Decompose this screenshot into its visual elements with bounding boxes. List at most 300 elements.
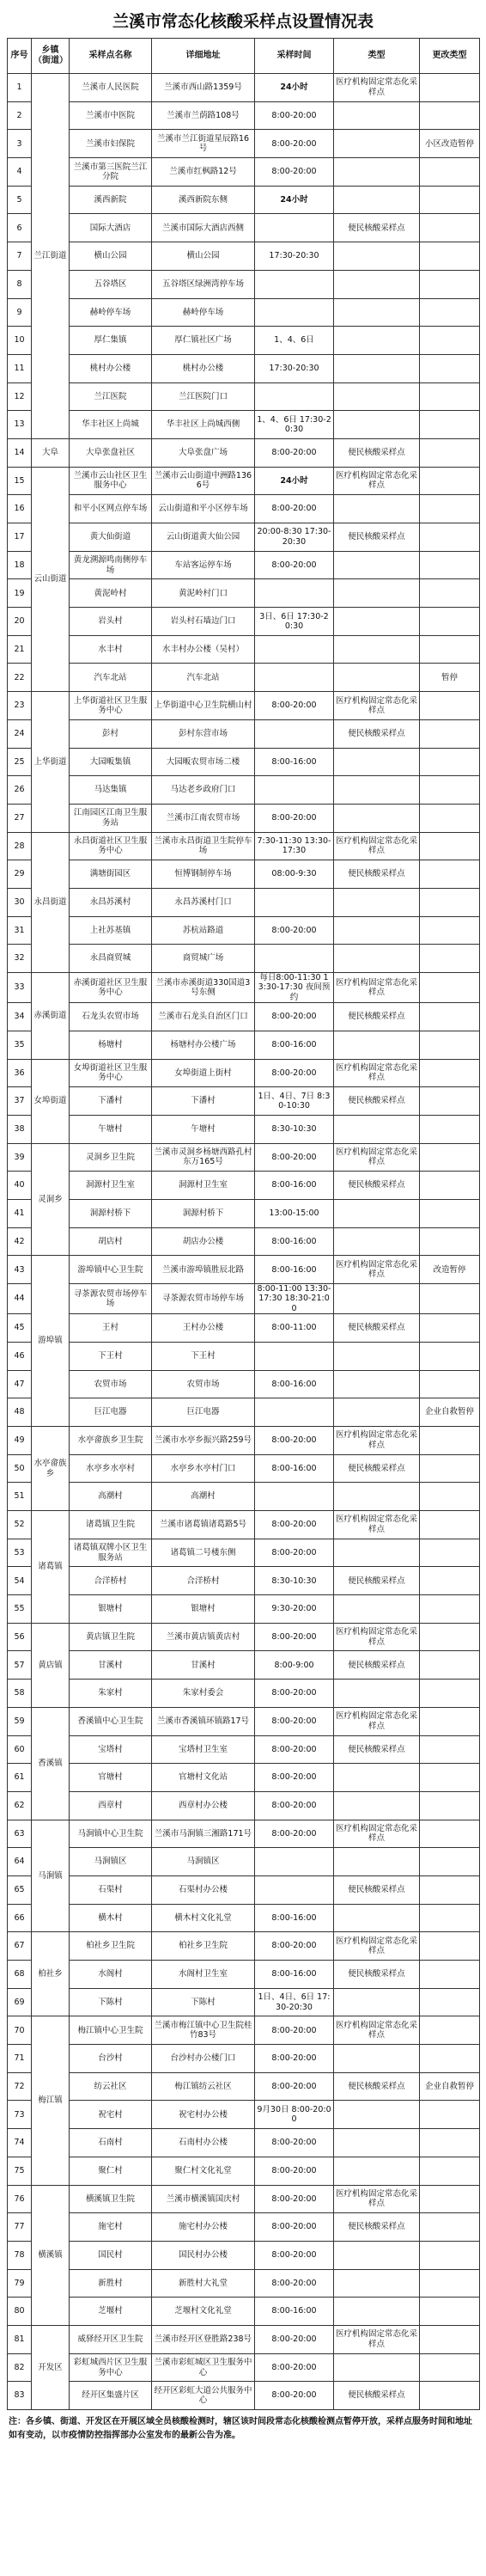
site-address: 芝堰村文化礼堂 <box>152 2298 255 2326</box>
row-number: 31 <box>8 916 32 945</box>
row-number: 75 <box>8 2157 32 2185</box>
change-type <box>420 438 480 467</box>
change-type <box>420 692 480 720</box>
site-name: 洞源村桥下 <box>70 1199 152 1227</box>
row-number: 9 <box>8 298 32 327</box>
change-type <box>420 916 480 945</box>
sampling-time: 8:00-16:00 <box>255 2298 334 2326</box>
site-address: 梅江镇纺云社区 <box>152 2072 255 2101</box>
township-cell: 香溪镇 <box>32 1707 70 1820</box>
change-type <box>420 327 480 355</box>
change-type <box>420 1875 480 1904</box>
township-cell: 开发区 <box>32 2325 70 2409</box>
row-number: 63 <box>8 1820 32 1848</box>
site-address: 洞源村桥下 <box>152 1199 255 1227</box>
sampling-time: 8:00-20:00 <box>255 1680 334 1708</box>
row-number: 47 <box>8 1370 32 1398</box>
table-row <box>8 1988 480 2016</box>
row-number: 52 <box>8 1511 32 1539</box>
table-row <box>8 158 480 187</box>
sampling-time: 8:00-16:00 <box>255 1904 334 1932</box>
site-address: 农贸市场 <box>152 1370 255 1398</box>
sampling-time: 8:00-20:00 <box>255 2129 334 2157</box>
sampling-time: 8:00-16:00 <box>255 1961 334 1989</box>
sampling-time: 17:30-20:30 <box>255 242 334 271</box>
change-type <box>420 1932 480 1961</box>
table-row <box>8 1539 480 1567</box>
site-type <box>334 1791 420 1820</box>
site-type: 便民核酸采样点 <box>334 1454 420 1483</box>
site-address: 马涧镇区 <box>152 1848 255 1876</box>
site-address: 台沙村办公楼门口 <box>152 2045 255 2073</box>
site-address: 马达老乡政府门口 <box>152 776 255 805</box>
site-address: 兰溪市彩虹城区卫生服务中心 <box>152 2353 255 2382</box>
site-type <box>334 1115 420 1143</box>
site-type <box>334 2353 420 2382</box>
site-type <box>334 1227 420 1256</box>
site-address: 女埠街道上街村 <box>152 1059 255 1087</box>
change-type <box>420 1651 480 1680</box>
change-type <box>420 1707 480 1735</box>
site-address: 兰溪市黄店镇黄店村 <box>152 1623 255 1651</box>
sampling-time: 3日、6日 17:30-20:30 <box>255 608 334 636</box>
row-number: 6 <box>8 214 32 242</box>
site-type: 医疗机构固定常态化采样点 <box>334 74 420 102</box>
site-name: 黄龙溯源鸣南侧停车场 <box>70 551 152 579</box>
table-row <box>8 298 480 327</box>
site-address: 石南村办公楼 <box>152 2129 255 2157</box>
site-type <box>334 1199 420 1227</box>
change-type: 改造暂停 <box>420 1256 480 1284</box>
change-type <box>420 973 480 1003</box>
sampling-time: 8:00-20:00 <box>255 2353 334 2382</box>
table-row <box>8 1227 480 1256</box>
site-address: 柏社乡卫生院 <box>152 1932 255 1961</box>
row-number: 21 <box>8 635 32 664</box>
table-row <box>8 1115 480 1143</box>
sampling-time: 8:00-9:00 <box>255 1651 334 1680</box>
table-row <box>8 888 480 916</box>
site-type: 医疗机构固定常态化采样点 <box>334 2185 420 2213</box>
site-address: 兰溪市兰荫路108号 <box>152 101 255 130</box>
row-number: 2 <box>8 101 32 130</box>
table-row <box>8 1961 480 1989</box>
change-type <box>420 2101 480 2129</box>
site-name: 溪西新院 <box>70 186 152 214</box>
table-row <box>8 692 480 720</box>
table-row <box>8 1904 480 1932</box>
site-type: 医疗机构固定常态化采样点 <box>334 1059 420 1087</box>
site-type <box>334 1284 420 1314</box>
row-number: 68 <box>8 1961 32 1989</box>
site-address: 彭村东营市场 <box>152 719 255 748</box>
site-address: 官塘村文化站 <box>152 1764 255 1792</box>
table-row <box>8 1875 480 1904</box>
row-number: 18 <box>8 551 32 579</box>
sampling-time: 8:00-20:00 <box>255 1511 334 1539</box>
site-type: 便民核酸采样点 <box>334 1961 420 1989</box>
site-type: 医疗机构固定常态化采样点 <box>334 1143 420 1172</box>
site-name: 诸葛镇双牌小区卫生服务站 <box>70 1539 152 1567</box>
table-row <box>8 2213 480 2242</box>
sampling-time: 8:00-20:00 <box>255 2157 334 2185</box>
site-name: 新胜村 <box>70 2269 152 2298</box>
site-name: 胡店村 <box>70 1227 152 1256</box>
table-row <box>8 664 480 692</box>
header-cell: 乡镇（街道） <box>32 39 70 74</box>
row-number: 32 <box>8 945 32 973</box>
sampling-time <box>255 1342 334 1370</box>
site-type: 便民核酸采样点 <box>334 860 420 889</box>
row-number: 73 <box>8 2101 32 2129</box>
row-number: 64 <box>8 1848 32 1876</box>
row-number: 77 <box>8 2213 32 2242</box>
sampling-time: 8:00-16:00 <box>255 1454 334 1483</box>
sampling-time <box>255 888 334 916</box>
site-type <box>334 888 420 916</box>
site-name: 石渠村 <box>70 1875 152 1904</box>
site-address: 车站客运停车场 <box>152 551 255 579</box>
site-address: 兰溪市香溪镇环镇路17号 <box>152 1707 255 1735</box>
site-type <box>334 382 420 411</box>
site-address: 经开区彩虹大道公共服务中心 <box>152 2382 255 2410</box>
row-number: 69 <box>8 1988 32 2016</box>
site-name: 马达集镇 <box>70 776 152 805</box>
change-type <box>420 2298 480 2326</box>
site-name: 下陈村 <box>70 1988 152 2016</box>
sampling-time: 8:00-16:00 <box>255 1256 334 1284</box>
site-type: 医疗机构固定常态化采样点 <box>334 1426 420 1454</box>
sampling-time: 8:00-16:00 <box>255 748 334 776</box>
site-type: 医疗机构固定常态化采样点 <box>334 1256 420 1284</box>
table-body <box>8 74 480 2410</box>
table-row <box>8 579 480 608</box>
site-address: 苏杭站路道 <box>152 916 255 945</box>
sampling-time: 8:00-20:00 <box>255 1764 334 1792</box>
site-type <box>334 186 420 214</box>
sampling-time <box>255 1875 334 1904</box>
change-type <box>420 1454 480 1483</box>
site-address: 云山街道和平小区停车场 <box>152 495 255 523</box>
table-row <box>8 270 480 298</box>
row-number: 14 <box>8 438 32 467</box>
site-type <box>334 2269 420 2298</box>
row-number: 29 <box>8 860 32 889</box>
table-row <box>8 1172 480 1200</box>
sampling-time <box>255 1483 334 1511</box>
table-row <box>8 1735 480 1764</box>
site-type <box>334 298 420 327</box>
site-type: 便民核酸采样点 <box>334 1087 420 1116</box>
site-type: 便民核酸采样点 <box>334 1003 420 1031</box>
sampling-time: 8:00-20:00 <box>255 1735 334 1764</box>
sampling-time: 13:00-15:00 <box>255 1199 334 1227</box>
site-type: 便民核酸采样点 <box>334 214 420 242</box>
sampling-time: 8:00-20:00 <box>255 692 334 720</box>
site-name: 水亭畲族乡卫生院 <box>70 1426 152 1454</box>
header-cell: 序号 <box>8 39 32 74</box>
site-name: 兰溪市云山社区卫生服务中心 <box>70 467 152 495</box>
site-name: 宝塔村 <box>70 1735 152 1764</box>
site-name: 午塘村 <box>70 1115 152 1143</box>
row-number: 57 <box>8 1651 32 1680</box>
table-row <box>8 1059 480 1087</box>
sampling-time: 8:00-20:00 <box>255 916 334 945</box>
change-type <box>420 1172 480 1200</box>
table-row <box>8 2325 480 2353</box>
page-title: 兰溪市常态化核酸采样点设置情况表 <box>112 12 374 31</box>
site-address: 下王村 <box>152 1342 255 1370</box>
table-row <box>8 1680 480 1708</box>
site-address: 兰溪市石龙头自治区门口 <box>152 1003 255 1031</box>
table-row <box>8 2157 480 2185</box>
site-name: 甘溪村 <box>70 1651 152 1680</box>
table-row <box>8 1256 480 1284</box>
site-type: 便民核酸采样点 <box>334 2213 420 2242</box>
change-type <box>420 1314 480 1343</box>
table-row <box>8 804 480 832</box>
site-address: 兰溪市灵洞乡杨塘西路孔村东万165号 <box>152 1143 255 1172</box>
change-type <box>420 354 480 382</box>
site-address: 大园畈农贸市场二楼 <box>152 748 255 776</box>
sampling-time: 8:00-20:00 <box>255 1820 334 1848</box>
change-type <box>420 495 480 523</box>
site-name: 国际大酒店 <box>70 214 152 242</box>
sampling-time <box>255 635 334 664</box>
row-number: 62 <box>8 1791 32 1820</box>
site-type: 医疗机构固定常态化采样点 <box>334 2325 420 2353</box>
table-row <box>8 2241 480 2269</box>
sampling-time <box>255 776 334 805</box>
site-type <box>334 1483 420 1511</box>
site-name: 赤溪街道社区卫生服务中心 <box>70 973 152 1003</box>
township-cell: 赤溪街道 <box>32 973 70 1060</box>
site-name: 祝宅村 <box>70 2101 152 2129</box>
table-row <box>8 635 480 664</box>
table-row <box>8 1087 480 1116</box>
change-type <box>420 1426 480 1454</box>
table-row <box>8 860 480 889</box>
change-type <box>420 186 480 214</box>
site-address: 银塘村 <box>152 1595 255 1624</box>
site-name: 纺云社区 <box>70 2072 152 2101</box>
township-cell: 永昌街道 <box>32 832 70 972</box>
site-address: 大阜张盘广场 <box>152 438 255 467</box>
site-type: 医疗机构固定常态化采样点 <box>334 2016 420 2045</box>
change-type <box>420 2382 480 2410</box>
table-row <box>8 551 480 579</box>
row-number: 4 <box>8 158 32 187</box>
change-type <box>420 2129 480 2157</box>
row-number: 42 <box>8 1227 32 1256</box>
site-name: 水丰村 <box>70 635 152 664</box>
site-address: 西章村办公楼 <box>152 1791 255 1820</box>
table-row <box>8 523 480 552</box>
site-name: 巨江电器 <box>70 1398 152 1427</box>
site-name: 石龙头农贸市场 <box>70 1003 152 1031</box>
site-address: 宝塔村卫生室 <box>152 1735 255 1764</box>
table-row <box>8 1595 480 1624</box>
table-row <box>8 1651 480 1680</box>
change-type <box>420 1567 480 1595</box>
row-number: 55 <box>8 1595 32 1624</box>
site-name: 下潘村 <box>70 1087 152 1116</box>
site-name: 桃村办公楼 <box>70 354 152 382</box>
site-type <box>334 2241 420 2269</box>
sampling-time: 17:30-20:30 <box>255 354 334 382</box>
sampling-time: 7:30-11:30 13:30-17:30 <box>255 832 334 860</box>
change-type <box>420 214 480 242</box>
site-name: 寻茶源农贸市场停车场 <box>70 1284 152 1314</box>
township-cell: 上华街道 <box>32 692 70 832</box>
sampling-time <box>255 945 334 973</box>
site-name: 朱家村 <box>70 1680 152 1708</box>
row-number: 71 <box>8 2045 32 2073</box>
site-type: 医疗机构固定常态化采样点 <box>334 1511 420 1539</box>
site-address: 商贸城广场 <box>152 945 255 973</box>
sampling-time: 8:00-20:00 <box>255 1143 334 1172</box>
site-address: 兰溪市红枫路12号 <box>152 158 255 187</box>
row-number: 38 <box>8 1115 32 1143</box>
site-type <box>334 1904 420 1932</box>
row-number: 49 <box>8 1426 32 1454</box>
row-number: 3 <box>8 130 32 158</box>
site-name: 横溪镇卫生院 <box>70 2185 152 2213</box>
township-cell: 横溪镇 <box>32 2185 70 2325</box>
sampling-time <box>255 579 334 608</box>
row-number: 12 <box>8 382 32 411</box>
site-type: 便民核酸采样点 <box>334 1875 420 1904</box>
table-row <box>8 2382 480 2410</box>
sampling-points-table <box>7 38 480 2410</box>
site-address: 兰溪市梅江镇中心卫生院桂竹83号 <box>152 2016 255 2045</box>
table-row <box>8 608 480 636</box>
row-number: 50 <box>8 1454 32 1483</box>
row-number: 22 <box>8 664 32 692</box>
sampling-time: 8:00-20:00 <box>255 2241 334 2269</box>
site-type <box>334 270 420 298</box>
row-number: 76 <box>8 2185 32 2213</box>
site-type: 便民核酸采样点 <box>334 1314 420 1343</box>
change-type <box>420 1735 480 1764</box>
site-name: 黄泥岭村 <box>70 579 152 608</box>
sampling-time <box>255 719 334 748</box>
change-type <box>420 1059 480 1087</box>
change-type <box>420 2157 480 2185</box>
sampling-time: 8:00-20:00 <box>255 1707 334 1735</box>
site-address: 祝宅村办公楼 <box>152 2101 255 2129</box>
change-type <box>420 2016 480 2045</box>
table-row <box>8 411 480 439</box>
site-address: 赫岭停车场 <box>152 298 255 327</box>
site-name: 女埠街道社区卫生服务中心 <box>70 1059 152 1087</box>
site-name: 五谷塔区 <box>70 270 152 298</box>
row-number: 54 <box>8 1567 32 1595</box>
row-number: 35 <box>8 1031 32 1059</box>
change-type <box>420 608 480 636</box>
site-name: 下王村 <box>70 1342 152 1370</box>
sampling-time: 8:00-20:00 <box>255 1059 334 1087</box>
change-type <box>420 1115 480 1143</box>
site-name: 横山公园 <box>70 242 152 271</box>
site-name: 兰溪市人民医院 <box>70 74 152 102</box>
row-number: 13 <box>8 411 32 439</box>
site-type <box>334 1539 420 1567</box>
row-number: 83 <box>8 2382 32 2410</box>
site-type: 便民核酸采样点 <box>334 1567 420 1595</box>
change-type <box>420 1623 480 1651</box>
sampling-time <box>255 664 334 692</box>
change-type: 暂停 <box>420 664 480 692</box>
row-number: 7 <box>8 242 32 271</box>
site-address: 五谷塔区绿洲湾停车场 <box>152 270 255 298</box>
change-type <box>420 1961 480 1989</box>
site-name: 上华街道社区卫生服务中心 <box>70 692 152 720</box>
sampling-time: 8:00-20:00 <box>255 1426 334 1454</box>
site-address: 下潘村 <box>152 1087 255 1116</box>
table-row <box>8 2269 480 2298</box>
table-row <box>8 1426 480 1454</box>
site-address: 兰溪市水亭乡振兴路259号 <box>152 1426 255 1454</box>
table-row <box>8 1398 480 1427</box>
site-type <box>334 748 420 776</box>
row-number: 74 <box>8 2129 32 2157</box>
change-type <box>420 382 480 411</box>
sampling-time: 1日、4日、6日 17:30-20:30 <box>255 1988 334 2016</box>
change-type <box>420 832 480 860</box>
table-row <box>8 1003 480 1031</box>
site-type: 便民核酸采样点 <box>334 2382 420 2410</box>
site-name: 和平小区网点停车场 <box>70 495 152 523</box>
site-type <box>334 1848 420 1876</box>
table-row <box>8 1370 480 1398</box>
sampling-time: 每日8:00-11:30 13:30-17:30 夜间预约 <box>255 973 334 1003</box>
row-number: 78 <box>8 2241 32 2269</box>
table-row <box>8 1284 480 1314</box>
township-cell: 灵洞乡 <box>32 1143 70 1256</box>
sampling-time: 1日、4日、7日 8:30-10:30 <box>255 1087 334 1116</box>
table-row <box>8 1567 480 1595</box>
sampling-time: 8:00-20:00 <box>255 551 334 579</box>
site-type <box>334 101 420 130</box>
site-type: 医疗机构固定常态化采样点 <box>334 832 420 860</box>
site-name: 满塘街园区 <box>70 860 152 889</box>
sampling-time: 8:00-20:00 <box>255 2269 334 2298</box>
site-address: 上华街道中心卫生院横山村 <box>152 692 255 720</box>
site-name: 施宅村 <box>70 2213 152 2242</box>
row-number: 81 <box>8 2325 32 2353</box>
change-type <box>420 1483 480 1511</box>
row-number: 5 <box>8 186 32 214</box>
site-address: 合洋桥村 <box>152 1567 255 1595</box>
site-address: 兰溪市云山街道中洲路1366号 <box>152 467 255 495</box>
site-name: 水阁村 <box>70 1961 152 1989</box>
sampling-time: 8:00-20:00 <box>255 1623 334 1651</box>
change-type <box>420 2353 480 2382</box>
table-row <box>8 2185 480 2213</box>
site-type <box>334 242 420 271</box>
table-row <box>8 719 480 748</box>
row-number: 43 <box>8 1256 32 1284</box>
table-row <box>8 973 480 1003</box>
site-type <box>334 1595 420 1624</box>
sampling-time: 8:00-20:00 <box>255 2325 334 2353</box>
row-number: 16 <box>8 495 32 523</box>
site-address: 兰溪市诸葛镇诸葛路5号 <box>152 1511 255 1539</box>
table-row <box>8 1848 480 1876</box>
row-number: 15 <box>8 467 32 495</box>
row-number: 79 <box>8 2269 32 2298</box>
